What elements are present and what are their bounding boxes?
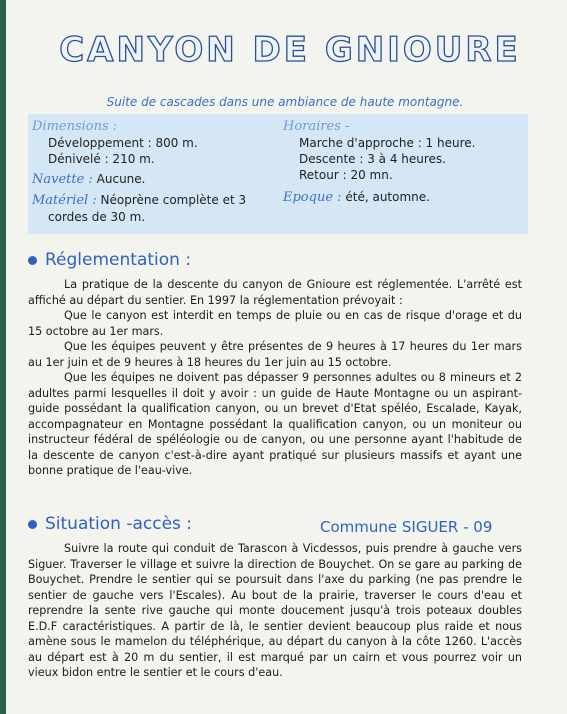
descente-value: Descente : 3 à 4 heures. — [299, 152, 446, 166]
epoque-value: été, automne. — [345, 190, 430, 204]
dimensions-label: Dimensions : — [32, 119, 118, 134]
info-box — [28, 114, 528, 234]
page-title: CANYON DE GNIOURE — [59, 30, 521, 70]
info-right-column — [283, 118, 523, 206]
reglementation-text — [28, 277, 522, 479]
reglementation-heading — [28, 250, 191, 270]
reglementation-paragraph-4: Que les équipes ne doivent pas dépasser 9 personnes adultes ou 8 mineurs et 2 adultes parmi lesquelles il doit y avoir : un guide de Haute Montagne ou un aspirant-guide possédant la qualification canyon, ou un brevet d'Etat spéléo, Escalade, Kayak, accompagnateur en Montagne possédant la qualification canyon, ou un moniteur ou instructeur fédéral de spéléologie ou de canyon, ou une personne ayant l'habitude de la descente de canyon c'est-à-dire ayant pratiqué sur plusieurs massifs et ayant une bonne pratique de l'eau-vive. — [28, 371, 522, 477]
approche-value: Marche d'approche : 1 heure. — [299, 136, 476, 150]
reglementation-paragraph-3: Que les équipes peuvent y être présentes de 9 heures à 17 heures du 1er mars au 1er juin et de 9 heures à 18 heures du 1er juin au 15 octobre. — [28, 340, 522, 369]
bullet-icon — [28, 520, 37, 529]
info-left-column — [32, 118, 282, 225]
situation-heading — [28, 514, 192, 534]
navette-label: Navette : — [32, 172, 93, 187]
commune-label: Commune SIGUER - 09 — [320, 518, 493, 536]
situation-text — [28, 541, 522, 681]
reglementation-heading-text: Réglementation : — [45, 250, 192, 270]
materiel-value-2: cordes de 30 m. — [48, 210, 146, 224]
horaires-label: Horaires - — [283, 119, 350, 134]
page-edge-bar — [0, 0, 6, 714]
reglementation-paragraph-2: Que le canyon est interdit en temps de pluie ou en cas de risque d'orage et du 15 octobre au 1er mars. — [28, 309, 522, 338]
materiel-value-1: Néoprène complète et 3 — [100, 193, 247, 207]
materiel-label: Matériel : — [32, 193, 97, 208]
developpement-value: Développement : 800 m. — [48, 136, 198, 150]
situation-paragraph: Suivre la route qui conduit de Tarascon à Vicdessos, puis prendre à gauche vers Siguer. Traverser le village et suivre la direction de Bouychet. On se gare au parking de Bouychet. Prendre le sentier qui se poursuit dans l'axe du parking (ne pas prendre le sentier de gauche vers l'Escales). Au bout de la prairie, traverser le cours d'eau et reprendre la sente rive gauche qui monte doucement jusqu'à trois poteaux doubles E.D.F caractéristiques. A partir de là, le sentier devient beaucoup plus raide et nous amène sous le mamelon du téléphérique, au départ du canyon à la côte 1260. L'accès au départ est à 20 m du sentier, il est marqué par un cairn et vous pourrez voir un vieux bidon entre le sentier et le cours d'eau. — [28, 542, 522, 679]
denivele-value: Dénivelé : 210 m. — [48, 152, 155, 166]
bullet-icon — [28, 256, 37, 265]
epoque-label: Epoque : — [283, 190, 342, 205]
navette-value: Aucune. — [96, 172, 146, 186]
reglementation-paragraph-1: La pratique de la descente du canyon de Gnioure est réglementée. L'arrêté est affiché au départ du sentier. En 1997 la réglementation prévoyait : — [28, 278, 522, 307]
situation-heading-text: Situation -accès : — [45, 514, 193, 534]
page-subtitle: Suite de cascades dans une ambiance de haute montagne. — [106, 95, 464, 109]
retour-value: Retour : 20 mn. — [299, 168, 393, 182]
